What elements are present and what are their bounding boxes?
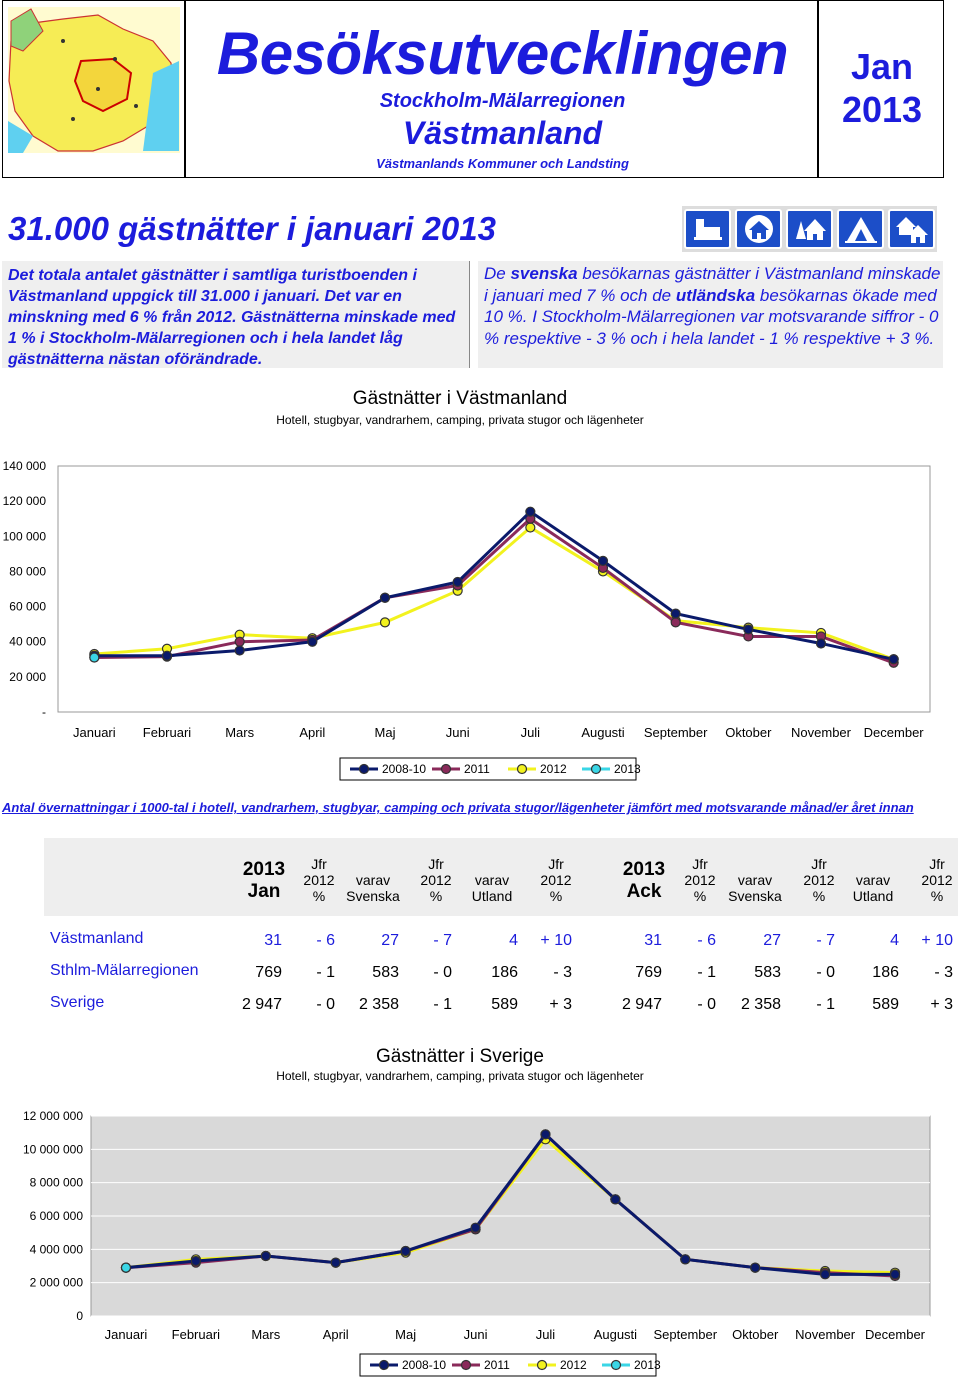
y-tick-label: 80 000 (9, 564, 46, 579)
table-cell: 31 (644, 932, 662, 949)
y-tick-label: 140 000 (2, 459, 46, 473)
y-tick-label: 0 (76, 1309, 83, 1323)
table-header-line: 2013 (242, 859, 286, 880)
chart1-title: Gästnätter i Västmanland (352, 388, 568, 409)
y-tick-label: 2 000 000 (29, 1275, 83, 1290)
table-header-line: 2012 (303, 872, 335, 888)
data-point-200810 (599, 556, 608, 565)
table-cell: - 3 (934, 964, 953, 981)
cabin-icon (735, 209, 782, 249)
table-header-line: Jfr (548, 856, 564, 872)
legend-label: 2012 (560, 1358, 587, 1372)
table-header-line: Jfr (811, 856, 827, 872)
table-header-line: Svenska (728, 888, 782, 904)
legend-label: 2013 (634, 1358, 661, 1372)
data-point-200810 (471, 1223, 480, 1232)
table-cell: - 1 (433, 996, 452, 1013)
segment-text-3: besökarnas ökade med 10 %. I Stockholm-Mälarregionen var motsvarande siffror - 0 % respektive - 3 % och i hela landet - 1 % respektive + 3 %. (484, 285, 939, 348)
headline: 31.000 gästnätter i januari 2013 (8, 210, 496, 247)
y-tick-label: 6 000 000 (29, 1209, 83, 1223)
legend-marker (442, 765, 451, 774)
legend-marker (462, 1361, 471, 1370)
legend-marker (360, 765, 369, 774)
data-point-2011 (235, 637, 244, 646)
x-tick-label: Mars (225, 725, 255, 740)
table-cell: - 1 (816, 996, 835, 1013)
lead-paragraph: Det totala antalet gästnätter i samtliga turistboenden i Västmanland uppgick till 31.000 i januari. Det var en minskning med 6 % från 2012. Gästnätterna minskade med 1 % i Stockholm-Mälarregionen och i hela landet låg gästnätterna nästan oförändrade. (8, 267, 456, 368)
table-header-line: Jfr (929, 856, 945, 872)
x-tick-label: Oktober (732, 1327, 779, 1342)
table-cell: + 3 (549, 996, 572, 1013)
table-header-line: 2012 (420, 872, 452, 888)
table-cell: - 6 (316, 932, 335, 949)
table-cell: 583 (754, 964, 781, 981)
x-tick-label: Februari (142, 725, 192, 740)
region-name: Stockholm-Mälarregionen (379, 90, 626, 112)
table-header-line: Ack (626, 881, 662, 902)
table-cell: + 10 (540, 932, 572, 949)
data-point-200810 (541, 1130, 550, 1139)
x-tick-label: December (863, 725, 924, 740)
table-header-line: Jan (247, 881, 281, 902)
table-header-line: % (429, 888, 443, 904)
table-header-line: 2012 (684, 872, 716, 888)
y-tick-label: 60 000 (9, 599, 46, 614)
data-point-200810 (821, 1270, 830, 1279)
data-point-2013 (121, 1263, 130, 1272)
table-header-line: 2012 (803, 872, 835, 888)
segment-paragraph-box (478, 261, 943, 368)
legend-marker (592, 765, 601, 774)
x-tick-label: Juli (520, 725, 541, 740)
table-header-line: Jfr (428, 856, 444, 872)
data-point-2012 (381, 618, 390, 627)
table-header-line: varav (737, 872, 773, 888)
table-cell: 583 (372, 964, 399, 981)
data-point-200810 (817, 639, 826, 648)
data-point-200810 (891, 1270, 900, 1279)
y-tick-label: 8 000 000 (29, 1175, 83, 1190)
table-cell: 186 (872, 964, 899, 981)
table-cell: 27 (763, 932, 781, 949)
data-point-2012 (526, 523, 535, 532)
date-panel (818, 0, 944, 178)
data-point-200810 (331, 1258, 340, 1267)
y-tick-label: 40 000 (9, 634, 46, 649)
table-row-label: Sthlm-Mälarregionen (50, 962, 199, 979)
x-tick-label: Juni (463, 1327, 488, 1342)
data-point-200810 (401, 1247, 410, 1256)
chart2-title: Gästnätter i Sverige (376, 1046, 544, 1067)
table-cell: 769 (255, 964, 282, 981)
x-tick-label: September (653, 1327, 718, 1342)
x-tick-label: November (795, 1327, 856, 1342)
y-tick-label: 12 000 000 (22, 1109, 83, 1123)
chart1-visitor-nights-vastmanland (0, 440, 960, 785)
y-tick-label: 4 000 000 (29, 1242, 83, 1257)
y-tick-label: 20 000 (9, 669, 46, 684)
x-tick-label: Mars (251, 1327, 281, 1342)
table-cell: - 0 (433, 964, 452, 981)
table-cell: - 1 (697, 964, 716, 981)
legend (360, 1354, 661, 1376)
x-tick-label: Februari (171, 1327, 221, 1342)
table-cell: - 7 (816, 932, 835, 949)
table-header-line: % (930, 888, 944, 904)
data-point-200810 (308, 637, 317, 646)
legend (340, 758, 641, 780)
table-header-line: % (812, 888, 826, 904)
table-header-line: Utland (852, 888, 894, 904)
data-point-200810 (381, 593, 390, 602)
title-panel (185, 0, 818, 178)
holiday-home-icon (888, 209, 935, 249)
legend-label: 2011 (484, 1358, 510, 1372)
x-tick-label: Januari (104, 1327, 148, 1342)
data-point-200810 (235, 646, 244, 655)
table-row-label: Sverige (50, 994, 105, 1011)
data-point-200810 (889, 655, 898, 664)
table-cell: 4 (509, 932, 518, 949)
data-point-200810 (453, 577, 462, 586)
x-tick-label: Augusti (593, 1327, 638, 1342)
map-panel (2, 0, 185, 178)
table-cell: 589 (491, 996, 518, 1013)
segment-text-1: De (484, 264, 511, 283)
data-point-200810 (261, 1252, 270, 1261)
table-header-line: % (549, 888, 563, 904)
x-tick-label: Juni (445, 725, 470, 740)
legend-marker (380, 1361, 389, 1370)
legend-label: 2011 (464, 762, 490, 776)
x-tick-label: Oktober (725, 725, 772, 740)
legend-marker (518, 765, 527, 774)
hotel-icon (684, 209, 731, 249)
chart2-subtitle: Hotell, stugbyar, vandrarhem, camping, privata stugor och lägenheter (276, 1069, 644, 1083)
report-month: Jan (850, 46, 914, 87)
table-cell: + 3 (930, 996, 953, 1013)
data-point-200810 (751, 1263, 760, 1272)
county-name: Västmanland (402, 115, 603, 151)
table-cell: - 0 (816, 964, 835, 981)
y-tick-label: 10 000 000 (22, 1142, 83, 1157)
table-cell: 31 (264, 932, 282, 949)
table-cell: - 7 (433, 932, 452, 949)
table-cell: 27 (381, 932, 399, 949)
legend-label: 2008-10 (402, 1358, 447, 1372)
report-title: Besöksutvecklingen (216, 20, 789, 87)
table-cell: 769 (635, 964, 662, 981)
x-tick-label: April (322, 1327, 349, 1342)
table-header-line: % (312, 888, 326, 904)
y-tick-label: 100 000 (2, 529, 46, 544)
table-header-line: varav (474, 872, 510, 888)
segment-paragraph (484, 263, 942, 349)
data-point-2011 (671, 618, 680, 627)
legend-label: 2012 (540, 762, 567, 776)
legend-marker (612, 1361, 621, 1370)
x-tick-label: Januari (73, 725, 116, 740)
table-cell: 2 358 (358, 996, 399, 1013)
legend-label: 2013 (614, 762, 641, 776)
legend-label: 2008-10 (382, 762, 427, 776)
table-row-label: Västmanland (50, 930, 144, 947)
table-cell: - 6 (697, 932, 716, 949)
table-cell: 2 947 (621, 996, 662, 1013)
table-cell: 2 947 (241, 996, 282, 1013)
publisher-name: Västmanlands Kommuner och Landsting (376, 156, 629, 171)
report-year: 2013 (841, 89, 923, 130)
y-tick-label: - (42, 705, 46, 719)
chart1-subtitle: Hotell, stugbyar, vandrarhem, camping, privata stugor och lägenheter (276, 413, 644, 427)
plot-area (58, 466, 930, 712)
camping-icon (837, 209, 884, 249)
table-header-line: Jfr (692, 856, 708, 872)
table-caption: Antal övernattningar i 1000-tal i hotell, vandrarhem, stugbyar, camping och privata stugor/lägenheter jämfört med motsvarande månad/er året innan (2, 800, 914, 815)
table-header-line: 2013 (622, 859, 666, 880)
data-point-200810 (671, 609, 680, 618)
chart2-visitor-nights-sweden (0, 1100, 960, 1377)
table-cell: - 0 (697, 996, 716, 1013)
table-cell: - 0 (316, 996, 335, 1013)
x-tick-label: December (865, 1327, 926, 1342)
segment-text-swedish: svenska (510, 264, 578, 283)
segment-text-2: besökarnas gästnätter i Västmanland minskade i januari med 7 % och de (484, 264, 941, 305)
table-header-line: varav (355, 872, 391, 888)
data-point-200810 (191, 1257, 200, 1266)
table-cell: 589 (872, 996, 899, 1013)
table-header-line: Utland (471, 888, 513, 904)
x-tick-label: Maj (374, 725, 396, 740)
table-cell: 4 (890, 932, 899, 949)
table-header-line: varav (855, 872, 891, 888)
statistics-table-body (44, 916, 958, 1012)
data-point-200810 (163, 651, 172, 660)
hostel-icon (786, 209, 833, 249)
table-cell: - 3 (553, 964, 572, 981)
x-tick-label: November (791, 725, 851, 740)
table-header-line: % (693, 888, 707, 904)
table-header-line: 2012 (921, 872, 953, 888)
x-tick-label: Maj (395, 1327, 417, 1342)
y-tick-label: 120 000 (2, 494, 46, 509)
segment-text-foreign: utländska (675, 285, 756, 305)
table-cell: - 1 (316, 964, 335, 981)
x-tick-label: September (643, 725, 708, 740)
data-point-200810 (744, 625, 753, 634)
data-point-2013 (90, 653, 99, 662)
x-tick-label: Juli (535, 1327, 556, 1342)
table-header-line: Svenska (346, 888, 400, 904)
table-header-line: 2012 (540, 872, 572, 888)
legend-marker (538, 1361, 547, 1370)
x-tick-label: April (299, 725, 326, 740)
data-point-200810 (611, 1195, 620, 1204)
data-point-200810 (681, 1255, 690, 1264)
lead-paragraph-box (2, 261, 470, 368)
x-tick-label: Augusti (581, 725, 625, 740)
table-cell: + 10 (921, 932, 953, 949)
data-point-200810 (526, 507, 535, 516)
accommodation-icons (682, 206, 937, 252)
table-cell: 2 358 (740, 996, 781, 1013)
county-map-image (3, 1, 184, 177)
table-cell: 186 (491, 964, 518, 981)
table-header-line: Jfr (311, 856, 327, 872)
